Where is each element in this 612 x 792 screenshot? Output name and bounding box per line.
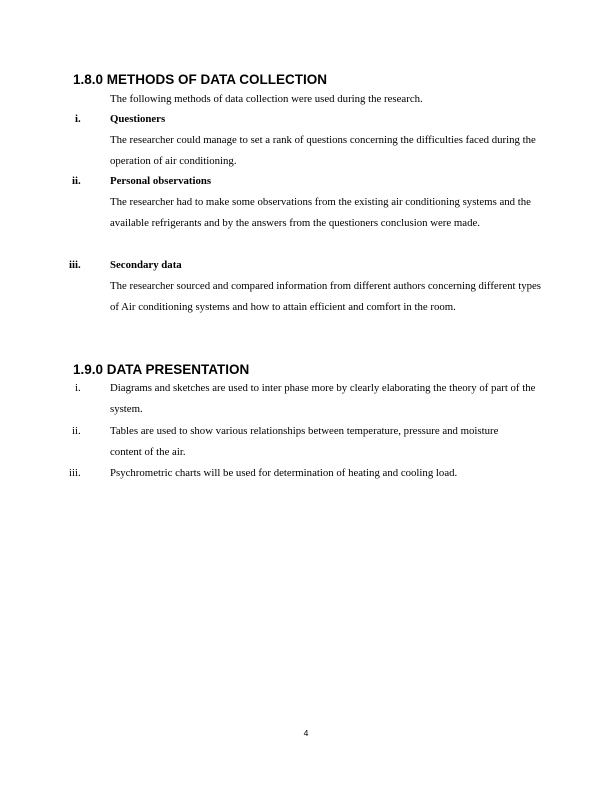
item-title-personal-observations: Personal observations xyxy=(110,175,212,187)
list-numeral: ii. xyxy=(72,175,81,187)
item-text-questioners: The researcher could manage to set a rank of questions concerning the difficulties faced during the operation of air conditioning. xyxy=(110,134,536,167)
list-item-diagrams: Diagrams and sketches are used to inter phase more by clearly elaborating the theory of part of the system. xyxy=(110,382,536,415)
list-numeral: i. xyxy=(75,382,81,394)
list-numeral: i. xyxy=(75,113,81,125)
section-intro: The following methods of data collection were used during the research. xyxy=(110,93,423,105)
item-text-secondary-data: The researcher sourced and compared information from different authors concerning different types of Air conditioning systems and how to attain efficient and comfort in the room. xyxy=(110,280,542,313)
list-numeral: ii. xyxy=(72,425,81,437)
list-numeral: iii. xyxy=(69,259,81,271)
section-heading-data-presentation: 1.9.0 DATA PRESENTATION xyxy=(73,362,250,377)
item-title-questioners: Questioners xyxy=(110,113,166,125)
section-heading-methods: 1.8.0 METHODS OF DATA COLLECTION xyxy=(73,72,328,87)
item-title-secondary-data: Secondary data xyxy=(110,259,182,271)
list-item-tables: Tables are used to show various relationships between temperature, pressure and moisture content of the air. xyxy=(110,425,499,458)
list-item-psychrometric: Psychrometric charts will be used for determination of heating and cooling load. xyxy=(110,467,458,479)
page-number: 4 xyxy=(303,728,309,738)
item-text-personal-observations: The researcher had to make some observations from the existing air conditioning systems and the available refrigerants and by the answers from the questioners conclusion were made. xyxy=(110,196,531,229)
list-numeral: iii. xyxy=(69,467,81,479)
